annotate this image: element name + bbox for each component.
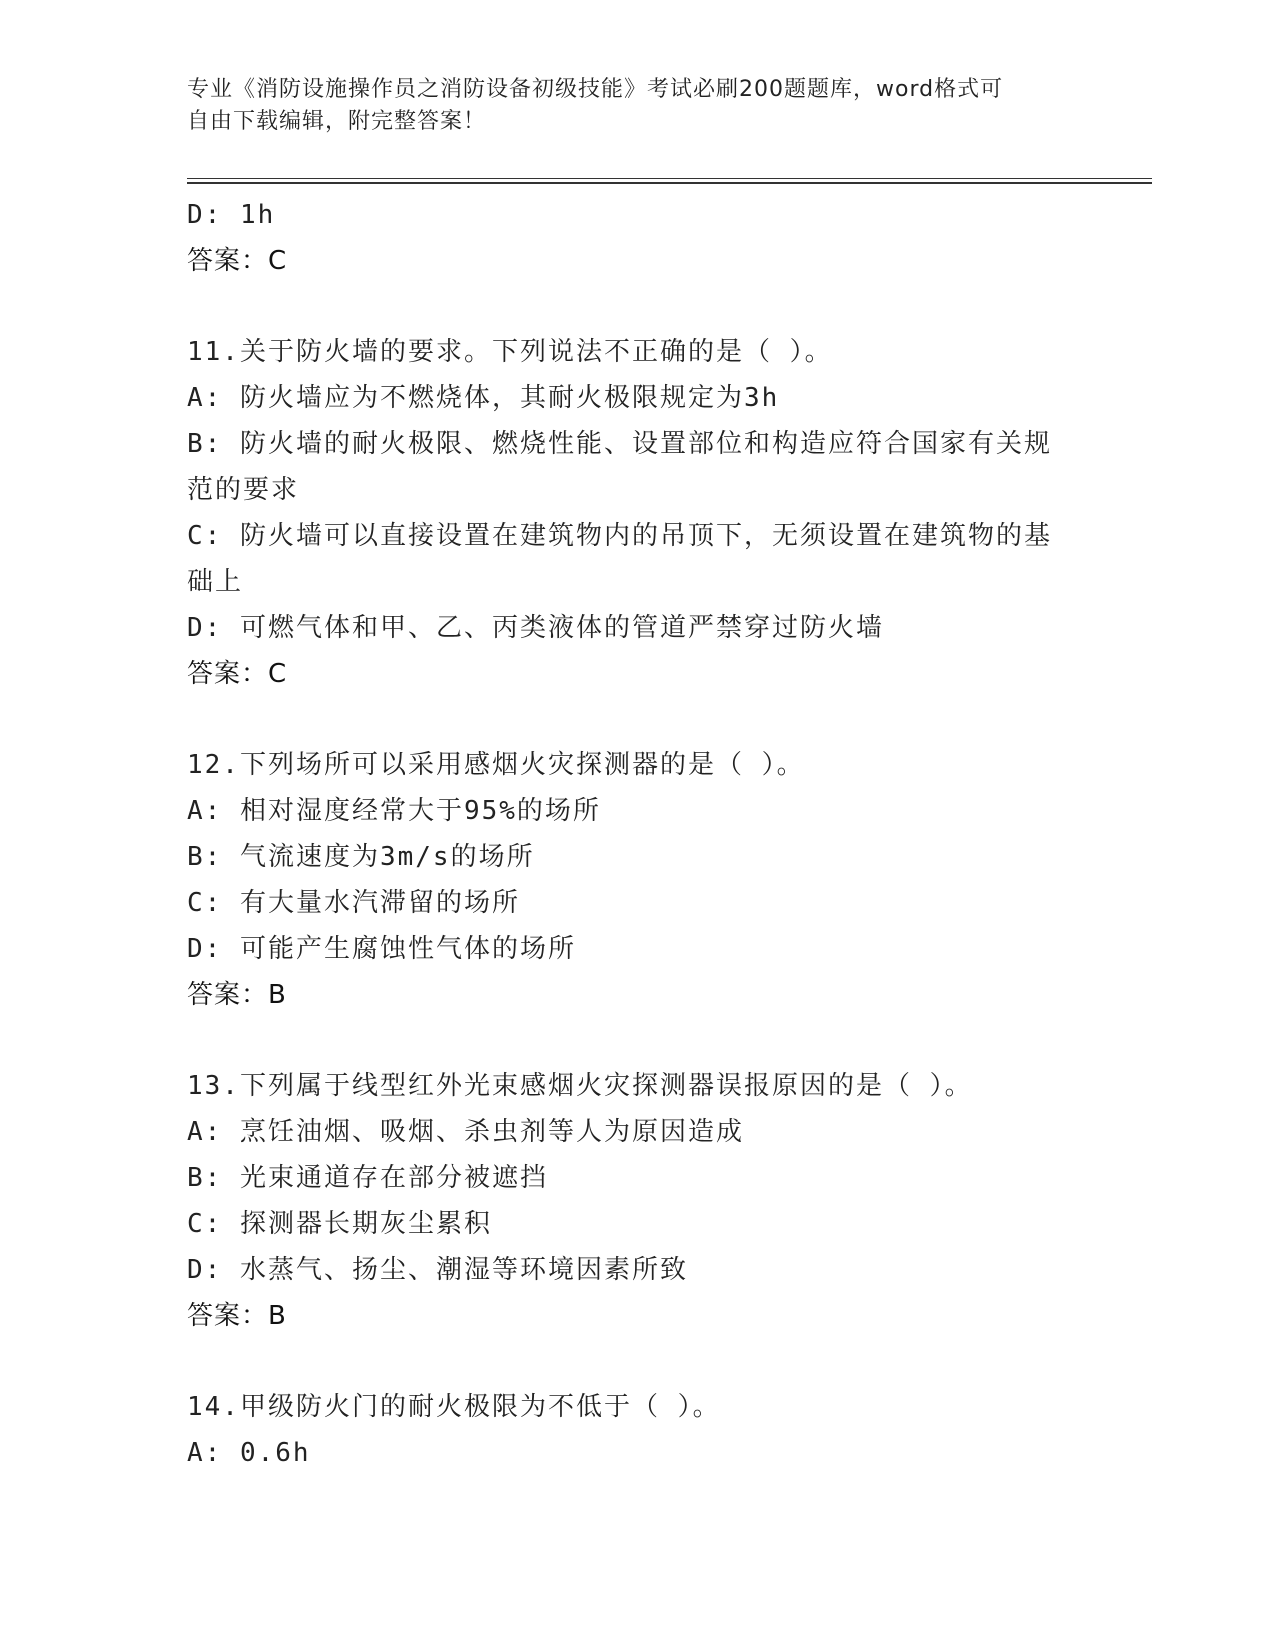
question-stem: 12.下列场所可以采用感烟火灾探测器的是（ ）。 bbox=[187, 750, 805, 780]
option-c: C: 探测器长期灰尘累积 bbox=[187, 1209, 492, 1239]
header-divider-top bbox=[187, 178, 1152, 179]
question-stem: 13.下列属于线型红外光束感烟火灾探测器误报原因的是（ ）。 bbox=[187, 1071, 973, 1101]
spacer bbox=[187, 697, 1087, 742]
header-title-line-1: 专业《消防设施操作员之消防设备初级技能》考试必刷200题题库，word格式可 bbox=[187, 77, 1004, 102]
question-14 bbox=[187, 1384, 1087, 1476]
option-b-continued: 范的要求 bbox=[187, 475, 300, 505]
option-d: D: 水蒸气、扬尘、潮湿等环境因素所致 bbox=[187, 1255, 688, 1285]
answer-line: 答案：C bbox=[187, 659, 288, 689]
question-stem: 14.甲级防火门的耐火极限为不低于（ ）。 bbox=[187, 1392, 721, 1422]
option-c: C: 有大量水汽滞留的场所 bbox=[187, 888, 520, 918]
header-divider-bottom bbox=[187, 182, 1152, 184]
option-a: A: 烹饪油烟、吸烟、杀虫剂等人为原因造成 bbox=[187, 1117, 744, 1147]
answer-line: 答案：C bbox=[187, 246, 288, 276]
question-12 bbox=[187, 742, 1087, 1018]
option-a: A: 防火墙应为不燃烧体，其耐火极限规定为3h bbox=[187, 383, 780, 413]
option-d: D: 可能产生腐蚀性气体的场所 bbox=[187, 934, 576, 964]
spacer bbox=[187, 1339, 1087, 1384]
spacer bbox=[187, 284, 1087, 329]
header-title-line-2: 自由下载编辑，附完整答案！ bbox=[187, 109, 487, 134]
option-b: B: 气流速度为3m/s的场所 bbox=[187, 842, 535, 872]
option-c-continued: 础上 bbox=[187, 567, 244, 597]
spacer bbox=[187, 1018, 1087, 1063]
question-stem: 11.关于防火墙的要求。下列说法不正确的是（ ）。 bbox=[187, 337, 833, 367]
answer-line: 答案：B bbox=[187, 1301, 287, 1331]
option-b: B: 光束通道存在部分被遮挡 bbox=[187, 1163, 548, 1193]
question-13 bbox=[187, 1063, 1087, 1339]
option-a: A: 0.6h bbox=[187, 1438, 311, 1468]
option-d: D: 可燃气体和甲、乙、丙类液体的管道严禁穿过防火墙 bbox=[187, 613, 884, 643]
option-d: D: 1h bbox=[187, 200, 276, 230]
question-10-tail bbox=[187, 192, 1087, 284]
option-a: A: 相对湿度经常大于95%的场所 bbox=[187, 796, 601, 826]
option-c: C: 防火墙可以直接设置在建筑物内的吊顶下，无须设置在建筑物的基 bbox=[187, 521, 1052, 551]
option-b: B: 防火墙的耐火极限、燃烧性能、设置部位和构造应符合国家有关规 bbox=[187, 429, 1052, 459]
question-11 bbox=[187, 329, 1087, 697]
answer-line: 答案：B bbox=[187, 980, 287, 1010]
page-header bbox=[187, 74, 1087, 138]
document-body bbox=[187, 192, 1087, 1476]
